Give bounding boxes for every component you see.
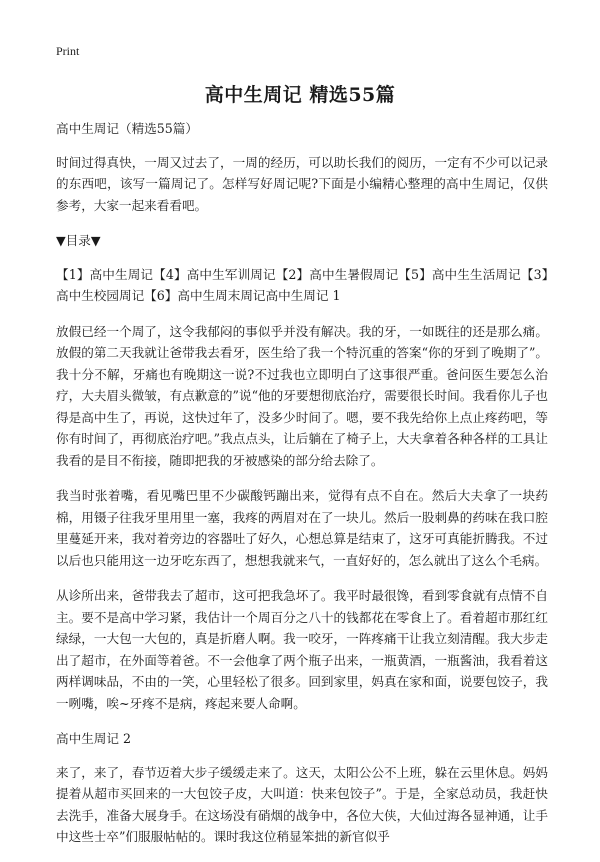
toc-entries: 【1】高中生周记【4】高中生军训周记【2】高中生暑假周记【5】高中生生活周记【3】高中生校园周记【6】高中生周末周记高中生周记 1 (56, 266, 548, 303)
document-body (56, 118, 548, 862)
article1-paragraph-2: 我当时张着嘴，看见嘴巴里不少碳酸钙蹦出来，觉得有点不自在。然后大夫拿了一块药棉，用镊子往我牙里用里一塞，我疼的两眉对在了一块儿。然后一股刺鼻的药味在我口腔里蔓延开来，我对着旁边的容器吐了好久，心想总算是结束了，这牙可真能折腾我。不过以后也只能用这一边牙吃东西了，想想我就来气，一直好好的，怎么就出了这么个毛病。 (56, 488, 548, 568)
article2-paragraph-1: 来了，来了，春节迈着大步子缓缓走来了。这天，太阳公公不上班，躲在云里休息。妈妈提着从超市买回来的一大包饺子皮，大叫道：快来包饺子”。于是，全家总动员，我赶快去洗手，准备大展身手。在这场没有硝烟的战争中，各位大侠，大仙过海各显神通，让手中这些士卒”们服服帖帖的。课时我这位稍显笨拙的新官似乎 (56, 764, 548, 844)
toc-header: ▼目录▼ (56, 233, 101, 248)
article1-paragraph-3: 从诊所出来，爸带我去了超市，这可把我急坏了。我平时最很馋，看到零食就有点情不自主。要不是高中学习紧，我估计一个周百分之八十的钱都花在零食上了。看着超市那红红绿绿，一大包一大包的，真是折磨人啊。我一咬牙，一阵疼痛干让我立刻清醒。我大步走出了超市，在外面等着爸。不一会他拿了两个瓶子出来，一瓶黄酒，一瓶酱油，我看着这两样调味品，不由的一笑，心里轻松了很多。回到家里，妈真在家和面，说要包饺子，我一咧嘴，唉~牙疼不是病，疼起来要人命啊。 (56, 588, 548, 711)
document-title: 高中生周记 精选55篇 (204, 84, 396, 106)
article2-heading: 高中生周记 2 (56, 731, 131, 746)
article1-paragraph-1: 放假已经一个周了，这令我郁闷的事似乎并没有解决。我的牙，一如既往的还是那么痛。放假的第二天我就让爸带我去看牙，医生给了我一个特沉重的答案“你的牙到了晚期了”。我十分不解，牙痛也有晚期这一说?不过我也立即明白了这事很严重。爸问医生要怎么治疗，大夫眉头微皱，有点歉意的”说“他的牙要想彻底治疗，需要很长时间。我看你儿子也得是高中生了，再说，这快过年了，没多少时间了。嗯，要不我先给你上点止疼药吧，等你有时间了，再彻底治疗吧。”我点点头，让后躺在了椅子上，大夫拿着各种各样的工具让我看的是目不衔接，随即把我的牙被感染的部分给去除了。 (56, 323, 548, 468)
print-label[interactable]: Print (56, 44, 80, 58)
intro-paragraph: 时间过得真快，一周又过去了，一周的经历，可以助长我们的阅历，一定有不少可以记录的东西吧，该写一篇周记了。怎样写好周记呢?下面是小编精心整理的高中生周记，仅供参考，大家一起来看看吧。 (56, 154, 548, 213)
document-subtitle: 高中生周记（精选55篇） (56, 121, 198, 136)
